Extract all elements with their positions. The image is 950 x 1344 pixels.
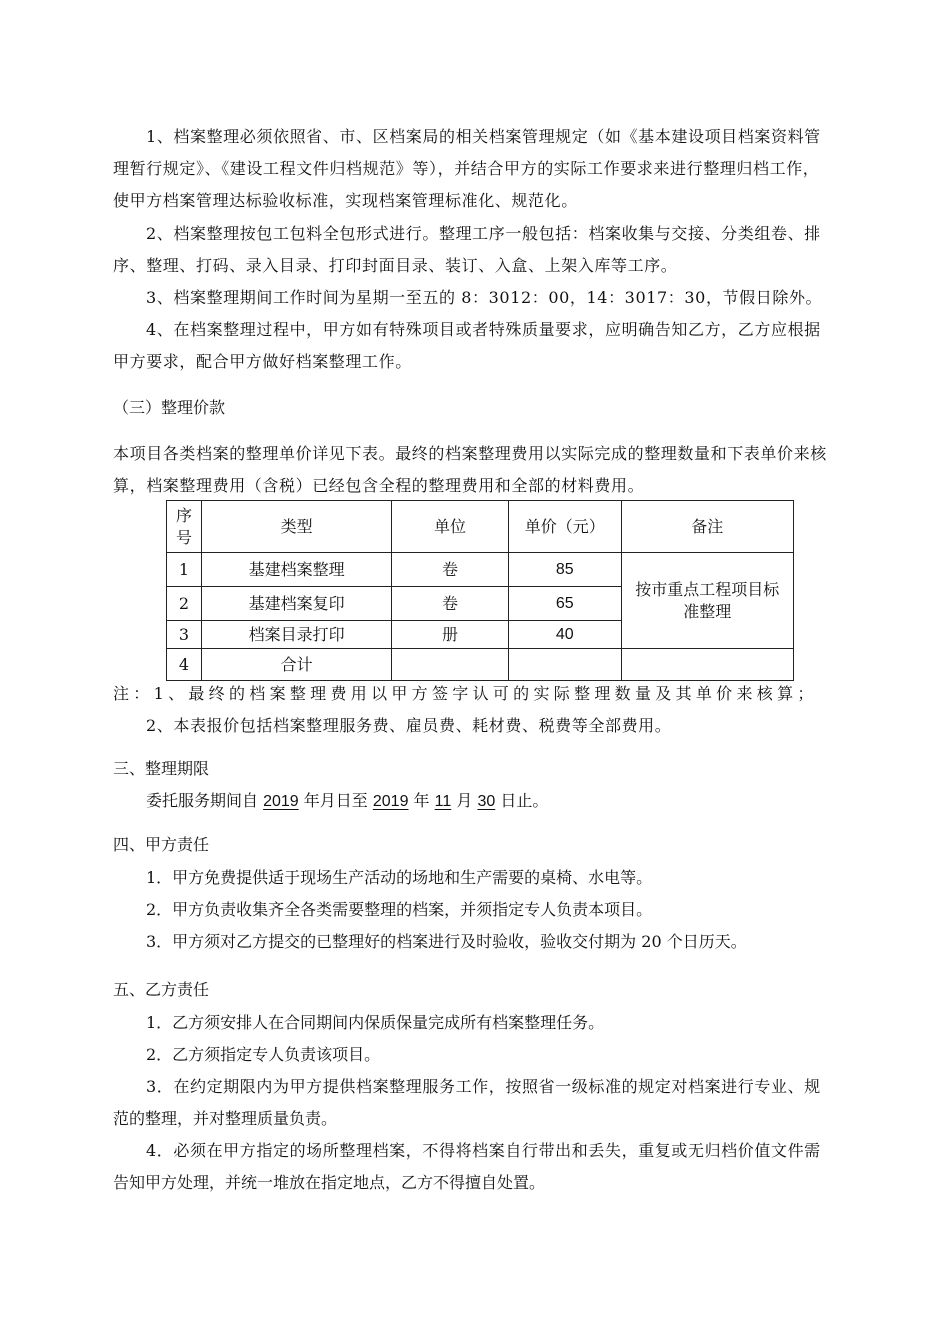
party-a-item-2: 2．甲方负责收集齐全各类需要整理的档案，并须指定专人负责本项目。 [146, 900, 653, 919]
period-mid-1: 年月日至 [298, 791, 373, 810]
header-type: 类型 [201, 501, 391, 553]
term-3: 3、档案整理期间工作时间为星期一至五的 8：3012：00，14：3017：30，节假日除外。 [146, 288, 823, 307]
table-row [167, 649, 794, 681]
period-end-day: 30 [477, 793, 496, 810]
period-end-year: 2019 [372, 793, 409, 810]
note-2: 2、本表报价包括档案整理服务费、雇员费、耗材费、税费等全部费用。 [146, 716, 672, 735]
row-unit: 册 [392, 621, 509, 649]
header-unit: 单位 [392, 501, 509, 553]
row-price: 85 [508, 553, 621, 587]
row-type: 档案目录打印 [201, 621, 391, 649]
row-type: 合计 [201, 649, 391, 681]
row-type: 基建档案复印 [201, 587, 391, 621]
party-b-heading: 五、乙方责任 [113, 980, 210, 999]
row-no: 4 [167, 649, 202, 681]
row-type: 基建档案整理 [201, 553, 391, 587]
period-prefix: 委托服务期间自 [146, 791, 264, 810]
period-mid-2: 年 [408, 791, 435, 810]
party-a-item-3: 3．甲方须对乙方提交的已整理好的档案进行及时验收，验收交付期为 20 个日历天。 [146, 932, 747, 951]
header-price: 单价（元） [508, 501, 621, 553]
header-no [167, 501, 202, 553]
period-text [146, 790, 548, 813]
period-suffix: 日止。 [495, 791, 549, 810]
row-remark [621, 649, 793, 681]
pricing-intro-line-2: 算，档案整理费用（含税）已经包含全程的整理费用和全部的材料费用。 [113, 476, 645, 495]
pricing-heading: （三）整理价款 [113, 398, 226, 417]
price-table [166, 500, 794, 681]
party-b-item-1: 1．乙方须安排人在合同期间内保质保量完成所有档案整理任务。 [146, 1013, 605, 1032]
header-no-line-2: 号 [175, 527, 192, 547]
term-2-line-2: 序、整理、打码、录入目录、打印封面目录、装订、入盒、上架入库等工序。 [113, 256, 678, 275]
term-1-line-3: 使甲方档案管理达标验收标准，实现档案管理标准化、规范化。 [113, 191, 578, 210]
term-4-line-1: 4、在档案整理过程中，甲方如有特殊项目或者特殊质量要求，应明确告知乙方，乙方应根据 [146, 320, 821, 339]
party-b-item-2: 2．乙方须指定专人负责该项目。 [146, 1045, 381, 1064]
term-1-line-1: 1、档案整理必须依照省、市、区档案局的相关档案管理规定（如《基本建设项目档案资料管 [146, 127, 821, 146]
period-start-year: 2019 [263, 793, 299, 810]
row-unit: 卷 [392, 553, 509, 587]
term-2-line-1: 2、档案整理按包工包料全包形式进行。整理工序一般包括：档案收集与交接、分类组卷、排 [146, 224, 821, 243]
row-no: 2 [167, 587, 202, 621]
pricing-intro-line-1: 本项目各类档案的整理单价详见下表。最终的档案整理费用以实际完成的整理数量和下表单价来核 [113, 444, 827, 463]
row-unit: 卷 [392, 587, 509, 621]
party-a-heading: 四、甲方责任 [113, 835, 210, 854]
row-unit [392, 649, 509, 681]
period-end-month: 11 [434, 793, 452, 810]
header-no-line-1: 序 [175, 505, 192, 525]
party-b-item-4-line-1: 4．必须在甲方指定的场所整理档案，不得将档案自行带出和丢失，重复或无归档价值文件需 [146, 1141, 821, 1160]
party-a-item-1: 1．甲方免费提供适于现场生产活动的场地和生产需要的桌椅、水电等。 [146, 868, 653, 887]
row-price [508, 649, 621, 681]
table-row [167, 553, 794, 587]
header-remark: 备注 [621, 501, 793, 553]
remark-line-1: 按市重点工程项目标 [635, 579, 780, 599]
table-header-row [167, 501, 794, 553]
period-mid-3: 月 [451, 791, 478, 810]
row-no: 3 [167, 621, 202, 649]
party-b-item-4-line-2: 告知甲方处理，并统一堆放在指定地点，乙方不得擅自处置。 [113, 1173, 546, 1192]
note-1: 注：1、最终的档案整理费用以甲方签字认可的实际整理数量及其单价来核算； [113, 684, 818, 703]
row-price: 40 [508, 621, 621, 649]
party-b-item-3-line-2: 范的整理，并对整理质量负责。 [113, 1109, 338, 1128]
period-heading: 三、整理期限 [113, 759, 210, 778]
party-b-item-3-line-1: 3．在约定期限内为甲方提供档案整理服务工作，按照省一级标准的规定对档案进行专业、规 [146, 1077, 821, 1096]
term-1-line-2: 理暂行规定》、《建设工程文件归档规范》等），并结合甲方的实际工作要求来进行整理归档工作， [113, 159, 820, 178]
term-4-line-2: 甲方要求，配合甲方做好档案整理工作。 [113, 352, 412, 371]
row-no: 1 [167, 553, 202, 587]
row-price: 65 [508, 587, 621, 621]
remark-cell [621, 553, 793, 649]
remark-line-2: 准整理 [683, 601, 732, 621]
